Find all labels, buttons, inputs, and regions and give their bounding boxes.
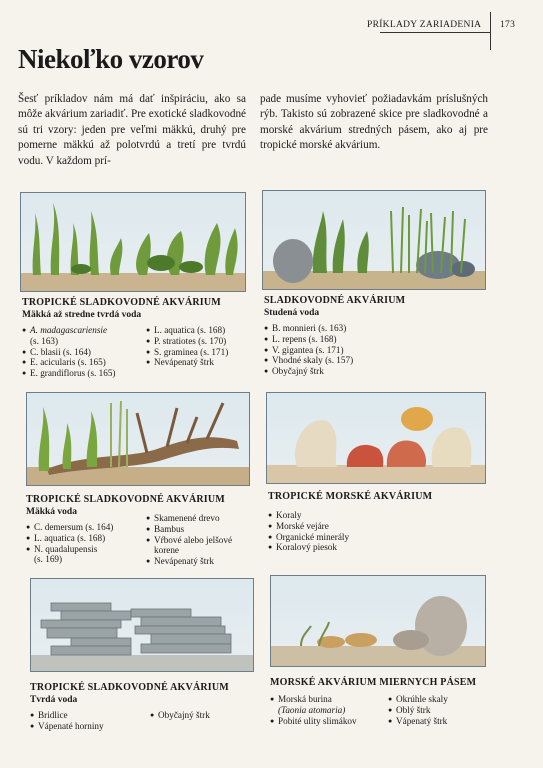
tank-1-title: TROPICKÉ SLADKOVODNÉ AKVÁRIUM [22,297,221,308]
list-item: ● C. blasii (s. 164) [22,347,115,358]
tank-3-list-left [26,522,113,565]
list-item: ● Oblý štrk [388,705,448,716]
list-item: ● Obyčajný štrk [150,710,210,721]
tank-illustration-slate [30,578,254,672]
list-item: (Taonia atomaria) [278,704,346,715]
tank-illustration-coral [266,392,486,484]
running-header: PRÍKLADY ZARIADENIA [367,20,482,30]
tank-illustration-temperate-marine [270,575,486,667]
list-item: ● Nevápenatý štrk [146,357,228,368]
list-item: ● C. demersum (s. 164) [26,522,113,533]
list-item: ● Skamenené drevo [146,513,232,524]
tank-illustration-driftwood [26,392,250,486]
page-number: 173 [500,20,516,30]
tank-illustration-tropical-planted [20,192,246,292]
list-item: ● Morská burina [270,694,357,705]
intro-column-1: Šesť príkladov nám má dať inšpiráciu, ako sa môže akvárium zariadiť. Pre exotické sladkovodné sú tri vzory: jeden pre veľmi mäkkú, druhý pre pomerne mäkkú až polotvrdú a tretí pre tvrdú vodu. V každom prí- [18,93,246,167]
tank-6-title: MORSKÉ AKVÁRIUM MIERNYCH PÁSEM [270,677,477,688]
page-title: Niekoľko vzorov [18,44,204,74]
list-item: ● Vŕbové alebo jelšové [146,535,232,546]
list-item: ● L. aquatica (s. 168) [26,533,113,544]
list-item: ● S. graminea (s. 171) [146,347,228,358]
tank-4-list [268,510,349,553]
intro-column-2: pade musíme vyhovieť požiadavkám príslušných rýb. Takisto sú zobrazené skice pre sladkovodné a morské akvárium stredných pásem, ako aj pre tropické morské akvárium. [260,93,488,152]
list-item: (s. 169) [34,554,63,565]
list-item: ● L. aquatica (s. 168) [146,325,228,336]
list-item: ● Vápenatý štrk [388,716,448,727]
list-item: ● Vápenaté horniny [30,721,104,732]
list-item: ● Bambus [146,524,232,535]
header-divider [490,12,491,50]
list-item: ● P. stratiotes (s. 170) [146,336,228,347]
list-item: ● Koraly [268,510,349,521]
tank-3-list-right [146,513,232,567]
list-item: ● A. madagascariensie [22,325,115,336]
tank-illustration-coldwater [262,190,486,290]
tank-2-list [264,323,353,377]
list-item: ● N. quadalupensis [26,544,113,555]
tank-2-subtitle: Studená voda [264,308,320,318]
list-item: ● B. monnieri (s. 163) [264,323,353,334]
list-item: ● Okrúhle skaly [388,694,448,705]
tank-5-list-left [30,710,104,732]
tank-2-title: SLADKOVODNÉ AKVÁRIUM [264,295,406,306]
list-item: korene [154,545,179,556]
list-item: ● Obyčajný štrk [264,366,353,377]
list-item: ● Organické minerály [268,532,349,543]
list-item: ● E. grandiflorus (s. 165) [22,368,115,379]
tank-6-list-left [270,694,357,726]
list-item: ● E. acicularis (s. 165) [22,357,115,368]
tank-1-list-right [146,325,228,368]
list-item: ● Morské vejáre [268,521,349,532]
tank-1-subtitle: Mäkká až stredne tvrdá voda [22,310,142,320]
list-item: ● Koralový piesok [268,542,349,553]
tank-4-title: TROPICKÉ MORSKÉ AKVÁRIUM [268,491,433,502]
tank-5-list-right [150,710,210,721]
list-item: ● L. repens (s. 168) [264,334,353,345]
header-rule [380,32,490,33]
list-item: ● Bridlice [30,710,104,721]
tank-1-list-left [22,325,115,379]
list-item: (s. 163) [30,335,59,346]
list-item: ● Nevápenatý štrk [146,556,232,567]
list-item: ● V. gigantea (s. 171) [264,345,353,356]
tank-5-title: TROPICKÉ SLADKOVODNÉ AKVÁRIUM [30,682,229,693]
tank-3-subtitle: Mäkká voda [26,507,77,517]
list-item: ● Vhodné skaly (s. 157) [264,355,353,366]
tank-6-list-right [388,694,448,726]
tank-5-subtitle: Tvrdá voda [30,695,78,705]
list-item: ● Pobité ulity slimákov [270,716,357,727]
tank-3-title: TROPICKÉ SLADKOVODNÉ AKVÁRIUM [26,494,225,505]
